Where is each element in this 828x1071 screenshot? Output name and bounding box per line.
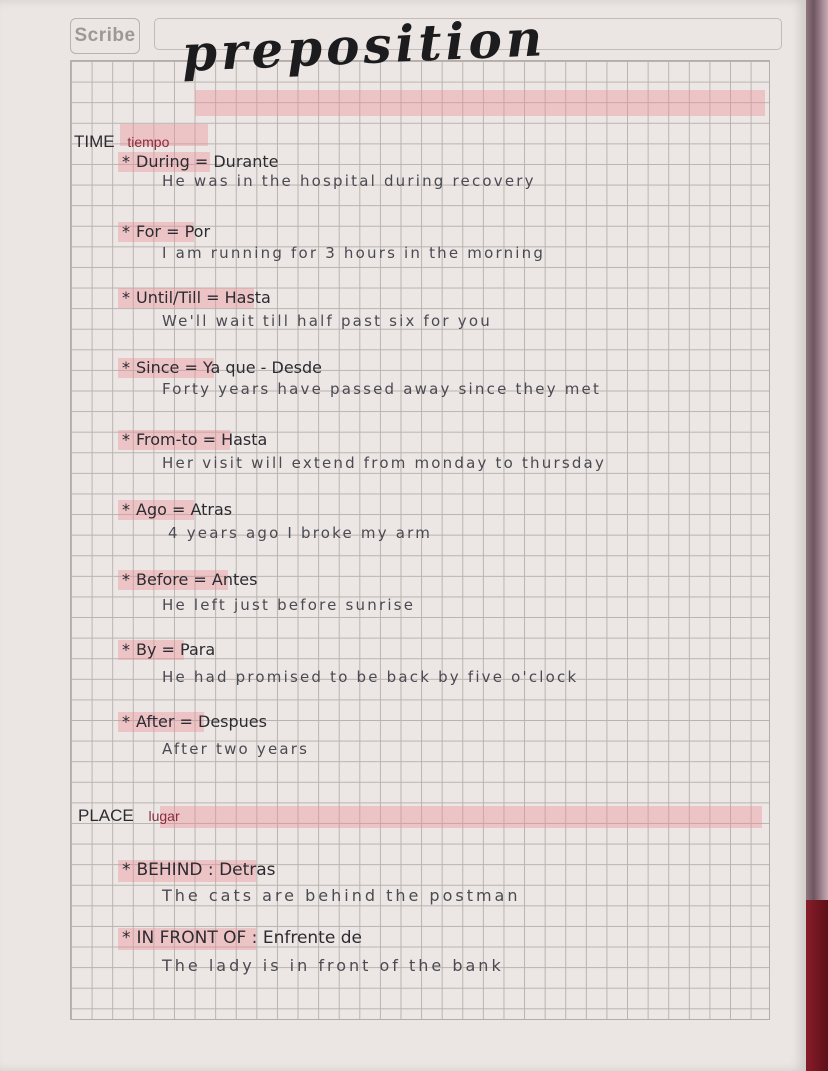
section-heading-place	[78, 806, 180, 826]
preposition-term: * Since = Ya que - Desde	[122, 358, 323, 377]
term-word: From-to	[136, 430, 198, 449]
example-sentence: 4 years ago I broke my arm	[168, 524, 433, 542]
title-highlight	[195, 90, 765, 116]
example-sentence: Her visit will extend from monday to thursday	[162, 454, 607, 472]
example-sentence: Forty years have passed away since they met	[162, 380, 602, 398]
term-word: Before	[136, 570, 189, 589]
section-name: TIME	[74, 132, 115, 151]
term-word: For	[136, 222, 161, 241]
page-title: preposition	[180, 8, 548, 83]
example-sentence: I am running for 3 hours in the morning	[162, 244, 546, 262]
section-translation: tiempo	[127, 134, 170, 150]
term-translation: Para	[180, 640, 216, 659]
section-heading-time	[74, 132, 169, 152]
term-translation: Ya que - Desde	[202, 358, 323, 377]
term-word: After	[136, 712, 175, 731]
preposition-term: * For = Por	[122, 222, 211, 241]
example-sentence: After two years	[162, 740, 310, 758]
preposition-term: * After = Despues	[122, 712, 267, 731]
term-translation: Antes	[211, 570, 258, 589]
brand-logo: Scribe	[70, 18, 140, 54]
term-word: IN FRONT OF	[136, 928, 247, 948]
preposition-term: * IN FRONT OF : Enfrente de	[122, 928, 362, 948]
preposition-term: * By = Para	[122, 640, 216, 659]
preposition-term: * Until/Till = Hasta	[122, 288, 271, 307]
preposition-term: * Before = Antes	[122, 570, 258, 589]
term-word: During	[136, 152, 190, 171]
example-sentence: We'll wait till half past six for you	[162, 312, 492, 330]
example-sentence: The cats are behind the postman	[162, 886, 521, 905]
preposition-term: * Ago = Atras	[122, 500, 233, 519]
term-translation: Enfrente de	[262, 928, 362, 948]
term-translation: Hasta	[221, 430, 268, 449]
term-word: Ago	[136, 500, 167, 519]
preposition-term: * BEHIND : Detras	[122, 860, 276, 880]
example-sentence: He was in the hospital during recovery	[162, 172, 536, 190]
section-name: PLACE	[78, 806, 134, 825]
term-translation: Durante	[213, 152, 279, 171]
preposition-term: * During = Durante	[122, 152, 279, 171]
section-highlight-place	[160, 806, 762, 828]
term-word: BEHIND	[136, 860, 203, 880]
term-word: Until/Till	[136, 288, 202, 307]
term-word: Since	[136, 358, 180, 377]
term-translation: Detras	[219, 860, 276, 880]
example-sentence: The lady is in front of the bank	[162, 956, 504, 975]
term-translation: Despues	[198, 712, 267, 731]
term-translation: Atras	[190, 500, 233, 519]
term-translation: Hasta	[224, 288, 271, 307]
example-sentence: He had promised to be back by five o'clock	[162, 668, 579, 686]
preposition-term: * From-to = Hasta	[122, 430, 268, 449]
term-word: By	[136, 640, 157, 659]
example-sentence: He left just before sunrise	[162, 596, 416, 614]
term-translation: Por	[184, 222, 211, 241]
section-translation: lugar	[148, 808, 180, 824]
